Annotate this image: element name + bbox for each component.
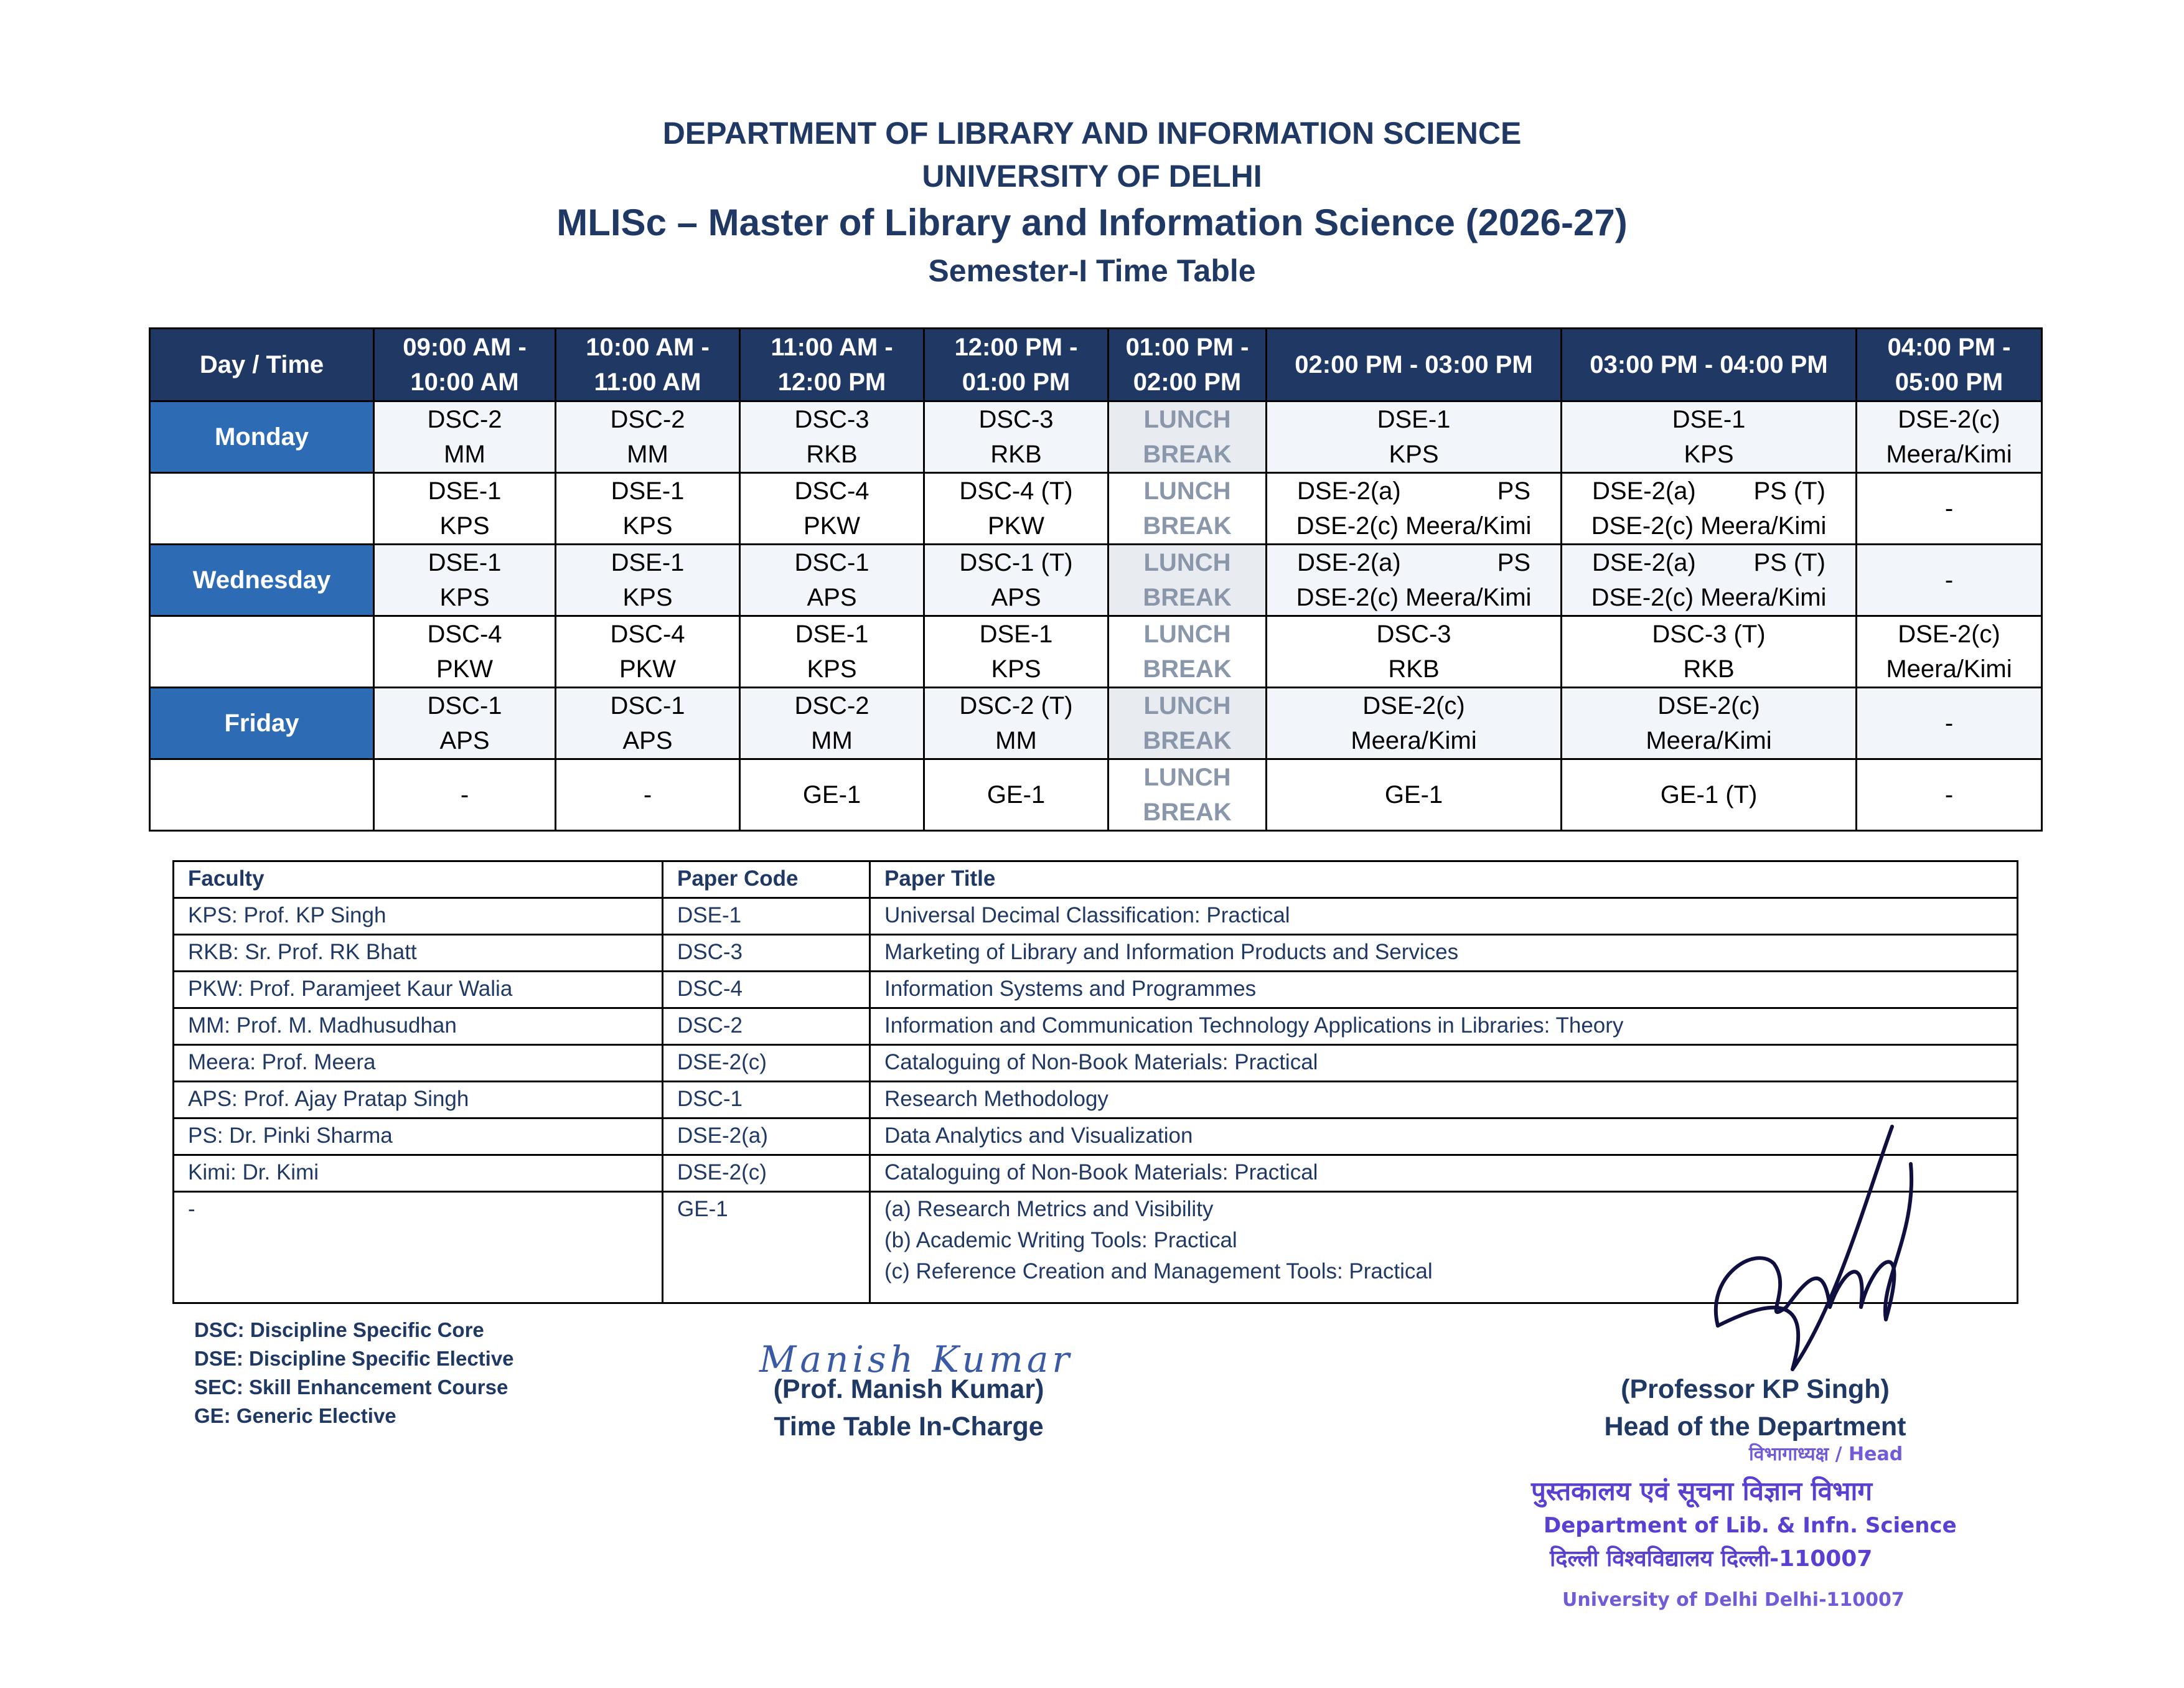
legend-faculty: KPS: Prof. KP Singh — [174, 898, 663, 935]
slot-header: 09:00 AM - 10:00 AM — [374, 329, 556, 401]
cell-text: RKB — [990, 441, 1042, 468]
day-label: Thursday — [150, 616, 374, 688]
legend-title: Research Methodology — [870, 1082, 2018, 1118]
class-cell — [1562, 401, 1857, 473]
class-cell — [1857, 616, 2042, 688]
day-label: Friday — [150, 688, 374, 759]
cell-text: DSE-2(a) — [1297, 549, 1401, 576]
class-cell — [374, 759, 556, 831]
class-cell — [1267, 759, 1562, 831]
timetable-row — [150, 616, 2042, 688]
cell-text: DSC-1 (T) — [959, 549, 1073, 576]
class-cell — [374, 401, 556, 473]
legend-row — [174, 1045, 2018, 1082]
legend-title: Information Systems and Programmes — [870, 972, 2018, 1008]
class-cell — [924, 473, 1108, 545]
class-cell — [740, 401, 924, 473]
legend-header-row — [174, 861, 2018, 898]
cell-text: DSE-1 — [611, 477, 685, 505]
class-cell — [1562, 616, 1857, 688]
cell-text: LUNCH — [1143, 764, 1231, 791]
cell-split-line — [1267, 545, 1560, 580]
legend-title: Marketing of Library and Information Products and Services — [870, 935, 2018, 972]
cell-text: DSC-2 — [427, 406, 502, 433]
class-cell — [556, 401, 740, 473]
cell-text: DSE-2(c) Meera/Kimi — [1296, 584, 1532, 611]
timetable — [149, 327, 2043, 832]
cell-text: BREAK — [1143, 799, 1232, 826]
cell-text: DSE-2(a) — [1592, 549, 1696, 576]
cell-text: KPS — [807, 655, 857, 683]
ge-paper-title: (a) Research Metrics and Visibility — [884, 1197, 1214, 1221]
cell-text: DSE-1 — [1377, 406, 1451, 433]
class-cell — [556, 545, 740, 616]
svg-text:विभागाध्यक्ष / Head: विभागाध्यक्ष / Head — [1749, 1443, 1903, 1465]
cell-text: Meera/Kimi — [1351, 727, 1477, 754]
cell-text: DSC-4 — [794, 477, 869, 505]
legend-code: DSE-2(a) — [663, 1118, 870, 1155]
incharge-role: Time Table In-Charge — [774, 1412, 1044, 1442]
legend-faculty: - — [174, 1192, 663, 1303]
legend-faculty: MM: Prof. M. Madhusudhan — [174, 1008, 663, 1045]
cell-text: DSE-2(c) — [1362, 692, 1465, 720]
cell-text: RKB — [1683, 655, 1735, 683]
class-cell — [740, 473, 924, 545]
legend-row — [174, 898, 2018, 935]
svg-text:University of Delhi Delhi-1: University of Delhi Delhi-110007 — [1562, 1589, 1905, 1611]
cell-text: LUNCH — [1143, 621, 1231, 648]
ge-paper-title: (c) Reference Creation and Management Tools: Practical — [884, 1259, 1433, 1283]
cell-text: DSC-4 — [427, 621, 502, 648]
cell-text: DSC-1 — [794, 549, 869, 576]
cell-text: DSE-1 — [795, 621, 869, 648]
cell-text: PS — [1497, 477, 1530, 505]
cell-text: DSC-3 — [1376, 621, 1451, 648]
department-title: DEPARTMENT OF LIBRARY AND INFORMATION SCIENCE — [662, 116, 1522, 151]
cell-text: PS (T) — [1753, 477, 1825, 505]
class-cell — [374, 545, 556, 616]
timetable-header-row — [150, 329, 2042, 401]
legend-row — [174, 972, 2018, 1008]
legend-faculty: PKW: Prof. Paramjeet Kaur Walia — [174, 972, 663, 1008]
abbreviation-item: SEC: Skill Enhancement Course — [194, 1376, 509, 1399]
cell-text: KPS — [1389, 441, 1439, 468]
svg-text:दिल्ली विश्वविद्यालय दिल्ली-1: दिल्ली विश्वविद्यालय दिल्ली-110007 — [1550, 1546, 1873, 1572]
legend-title: Cataloguing of Non-Book Materials: Practical — [870, 1155, 2018, 1192]
slot-header: 01:00 PM - 02:00 PM — [1108, 329, 1267, 401]
cell-text: - — [643, 781, 652, 809]
class-cell — [1857, 759, 2042, 831]
hod-role: Head of the Department — [1604, 1412, 1906, 1442]
class-cell — [374, 688, 556, 759]
cell-text: DSE-2(a) — [1592, 477, 1696, 505]
cell-text: - — [1944, 566, 1954, 594]
slot-header: 12:00 PM - 01:00 PM — [924, 329, 1108, 401]
cell-text: DSE-2(c) Meera/Kimi — [1591, 584, 1827, 611]
cell-text: PKW — [436, 655, 494, 683]
class-cell — [1267, 688, 1562, 759]
cell-text: KPS — [439, 584, 490, 611]
cell-text: - — [1944, 495, 1954, 522]
legend-code: DSE-2(c) — [663, 1045, 870, 1082]
cell-text: DSC-3 (T) — [1652, 621, 1766, 648]
abbreviation-item: DSC: Discipline Specific Core — [194, 1318, 484, 1341]
class-cell — [374, 473, 556, 545]
cell-text: DSE-2(c) — [1657, 692, 1760, 720]
slot-header: 11:00 AM - 12:00 PM — [740, 329, 924, 401]
cell-text: DSC-2 — [610, 406, 685, 433]
class-cell — [924, 545, 1108, 616]
paper-code-header: Paper Code — [663, 861, 870, 898]
lunch-break-cell — [1108, 545, 1267, 616]
svg-text:पुस्तकालय एवं सूचना विज्ञान वि: पुस्तकालय एवं सूचना विज्ञान विभाग — [1531, 1476, 1873, 1506]
incharge-name: (Prof. Manish Kumar) — [773, 1374, 1044, 1404]
cell-text: KPS — [622, 584, 673, 611]
cell-text: BREAK — [1143, 727, 1232, 754]
cell-text: GE-1 (T) — [1660, 781, 1758, 809]
legend-code: GE-1 — [663, 1192, 870, 1303]
legend-row — [174, 1082, 2018, 1118]
cell-text: MM — [627, 441, 668, 468]
cell-text: RKB — [806, 441, 858, 468]
cell-text: Meera/Kimi — [1886, 441, 2012, 468]
cell-text: APS — [991, 584, 1041, 611]
day-label: Monday — [150, 401, 374, 473]
cell-text: DSE-2(a) — [1297, 477, 1401, 505]
cell-text: DSE-1 — [428, 549, 502, 576]
class-cell — [924, 616, 1108, 688]
legend-faculty: RKB: Sr. Prof. RK Bhatt — [174, 935, 663, 972]
timetable-row — [150, 545, 2042, 616]
abbreviation-list — [194, 1316, 514, 1430]
class-cell — [740, 759, 924, 831]
cell-text: RKB — [1388, 655, 1440, 683]
cell-text: DSC-1 — [610, 692, 685, 720]
cell-text: DSC-4 (T) — [959, 477, 1073, 505]
legend-faculty: Kimi: Dr. Kimi — [174, 1155, 663, 1192]
class-cell — [1562, 545, 1857, 616]
cell-split-line — [1267, 474, 1560, 509]
cell-text: KPS — [622, 512, 673, 540]
cell-text: BREAK — [1143, 584, 1232, 611]
cell-text: DSE-1 — [611, 549, 685, 576]
cell-text: Meera/Kimi — [1646, 727, 1772, 754]
cell-text: DSC-3 — [794, 406, 869, 433]
lunch-break-cell — [1108, 688, 1267, 759]
legend-code: DSE-2(c) — [663, 1155, 870, 1192]
day-label: Wednesday — [150, 545, 374, 616]
legend-faculty: Meera: Prof. Meera — [174, 1045, 663, 1082]
programme-title: MLISc – Master of Library and Information Science (2026-27) — [556, 202, 1628, 243]
class-cell — [1857, 401, 2042, 473]
cell-text: APS — [807, 584, 857, 611]
cell-text: APS — [439, 727, 490, 754]
timetable-row — [150, 401, 2042, 473]
cell-text: - — [460, 781, 469, 809]
faculty-header: Faculty — [174, 861, 663, 898]
ge-paper-title: (b) Academic Writing Tools: Practical — [884, 1228, 1237, 1252]
cell-text: DSC-3 — [978, 406, 1054, 433]
cell-text: PS (T) — [1753, 549, 1825, 576]
timetable-row — [150, 688, 2042, 759]
legend-title: Information and Communication Technology Applications in Libraries: Theory — [870, 1008, 2018, 1045]
slot-header: 10:00 AM - 11:00 AM — [556, 329, 740, 401]
timetable-row — [150, 473, 2042, 545]
class-cell — [1857, 473, 2042, 545]
day-label: Saturday — [150, 759, 374, 831]
department-stamp — [1525, 1438, 1998, 1618]
legend-code: DSE-1 — [663, 898, 870, 935]
cell-text: PKW — [987, 512, 1045, 540]
timetable-incharge-block — [660, 1326, 1158, 1445]
slot-header: 03:00 PM - 04:00 PM — [1562, 329, 1857, 401]
cell-text: - — [1944, 781, 1954, 809]
class-cell — [556, 688, 740, 759]
timetable-body — [150, 401, 2042, 831]
legend-title: Data Analytics and Visualization — [870, 1118, 2018, 1155]
class-cell — [740, 688, 924, 759]
cell-text: GE-1 — [987, 781, 1046, 809]
class-cell — [556, 759, 740, 831]
hod-name: (Professor KP Singh) — [1621, 1374, 1890, 1404]
class-cell — [924, 688, 1108, 759]
cell-text: PKW — [803, 512, 861, 540]
class-cell — [1857, 688, 2042, 759]
day-label: Tuesday — [150, 473, 374, 545]
cell-text: - — [1944, 710, 1954, 737]
cell-text: DSE-2(c) — [1898, 406, 2000, 433]
cell-text: GE-1 — [802, 781, 861, 809]
timetable-row — [150, 759, 2042, 831]
class-cell — [1562, 688, 1857, 759]
class-cell — [1857, 545, 2042, 616]
class-cell — [1267, 473, 1562, 545]
cell-split-line — [1562, 545, 1855, 580]
cell-text: DSE-2(c) — [1898, 621, 2000, 648]
cell-text: DSE-1 — [1672, 406, 1746, 433]
cell-text: KPS — [991, 655, 1041, 683]
cell-text: LUNCH — [1143, 549, 1231, 576]
lunch-break-cell — [1108, 616, 1267, 688]
cell-text: MM — [811, 727, 853, 754]
cell-text: LUNCH — [1143, 406, 1231, 433]
legend-faculty: APS: Prof. Ajay Pratap Singh — [174, 1082, 663, 1118]
class-cell — [556, 473, 740, 545]
cell-split-line — [1562, 474, 1855, 509]
semester-title: Semester-I Time Table — [928, 253, 1256, 288]
cell-text: GE-1 — [1384, 781, 1443, 809]
lunch-break-cell — [1108, 473, 1267, 545]
lunch-break-cell — [1108, 401, 1267, 473]
legend-row — [174, 935, 2018, 972]
cell-text: DSC-1 — [427, 692, 502, 720]
cell-text: BREAK — [1143, 655, 1232, 683]
svg-text:Department of Lib. & Infn. Sci: Department of Lib. & Infn. Science — [1544, 1513, 1957, 1538]
class-cell — [374, 616, 556, 688]
class-cell — [1267, 545, 1562, 616]
abbreviation-item: DSE: Discipline Specific Elective — [194, 1347, 514, 1370]
hod-block — [1506, 1326, 2004, 1445]
cell-text: DSC-2 — [794, 692, 869, 720]
cell-text: KPS — [1684, 441, 1734, 468]
legend-code: DSC-1 — [663, 1082, 870, 1118]
legend-title: Universal Decimal Classification: Practical — [870, 898, 2018, 935]
corner-header: Day / Time — [150, 329, 374, 401]
cell-text: DSE-2(c) Meera/Kimi — [1591, 512, 1827, 540]
cell-text: KPS — [439, 512, 490, 540]
document-header — [0, 111, 2184, 293]
slot-header: 02:00 PM - 03:00 PM — [1267, 329, 1562, 401]
class-cell — [1562, 473, 1857, 545]
lunch-break-cell — [1108, 759, 1267, 831]
legend-code: DSC-2 — [663, 1008, 870, 1045]
cell-text: LUNCH — [1143, 477, 1231, 505]
university-title: UNIVERSITY OF DELHI — [922, 159, 1262, 194]
abbreviation-item: GE: Generic Elective — [194, 1404, 396, 1427]
class-cell — [1267, 401, 1562, 473]
legend-code: DSC-3 — [663, 935, 870, 972]
class-cell — [1267, 616, 1562, 688]
svg-text:Manish Kumar: Manish Kumar — [759, 1338, 1074, 1381]
cell-text: PKW — [619, 655, 677, 683]
cell-text: BREAK — [1143, 441, 1232, 468]
cell-text: DSE-1 — [979, 621, 1053, 648]
paper-title-header: Paper Title — [870, 861, 2018, 898]
class-cell — [924, 401, 1108, 473]
cell-text: Meera/Kimi — [1886, 655, 2012, 683]
cell-text: PS — [1497, 549, 1530, 576]
legend-row — [174, 1008, 2018, 1045]
cell-text: DSC-4 — [610, 621, 685, 648]
class-cell — [740, 545, 924, 616]
cell-text: DSC-2 (T) — [959, 692, 1073, 720]
class-cell — [556, 616, 740, 688]
class-cell — [924, 759, 1108, 831]
cell-text: DSE-2(c) Meera/Kimi — [1296, 512, 1532, 540]
legend-title: Cataloguing of Non-Book Materials: Practical — [870, 1045, 2018, 1082]
cell-text: MM — [995, 727, 1037, 754]
cell-text: LUNCH — [1143, 692, 1231, 720]
legend-code: DSC-4 — [663, 972, 870, 1008]
cell-text: APS — [622, 727, 673, 754]
class-cell — [1562, 759, 1857, 831]
cell-text: BREAK — [1143, 512, 1232, 540]
cell-text: DSE-1 — [428, 477, 502, 505]
legend-faculty: PS: Dr. Pinki Sharma — [174, 1118, 663, 1155]
slot-header: 04:00 PM - 05:00 PM — [1857, 329, 2042, 401]
class-cell — [740, 616, 924, 688]
cell-text: MM — [444, 441, 485, 468]
